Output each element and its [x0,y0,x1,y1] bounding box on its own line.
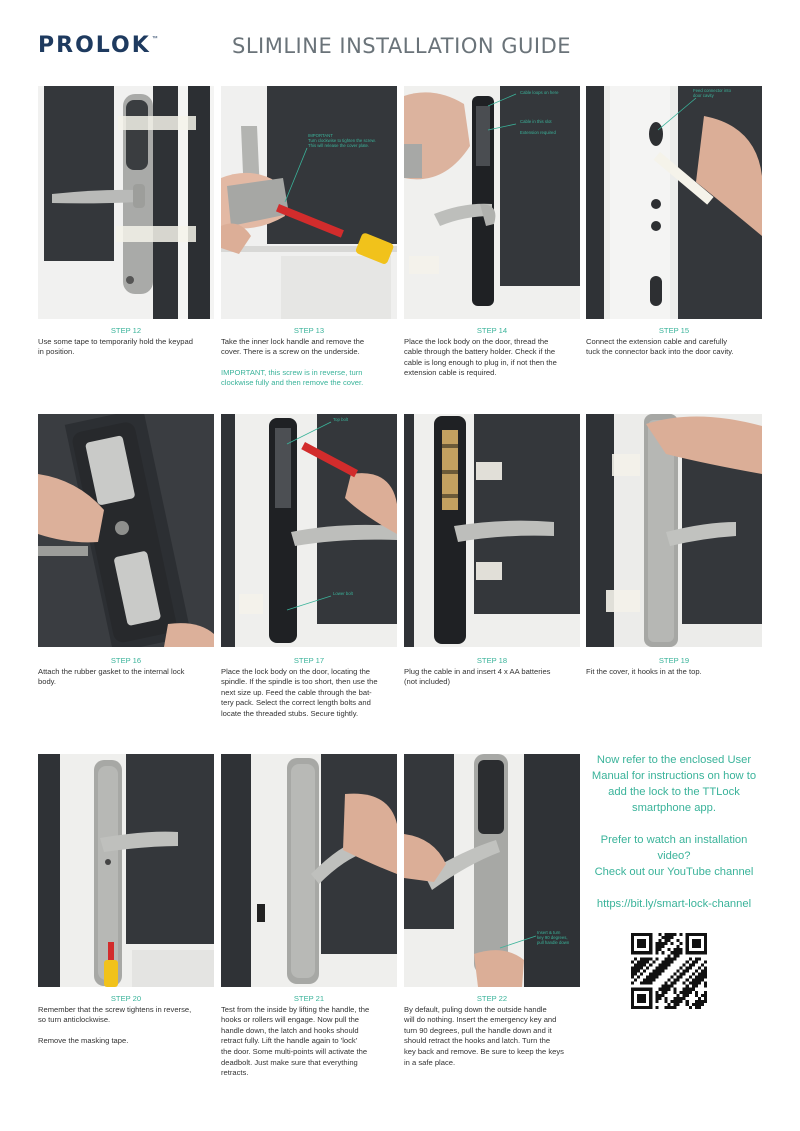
step-text-line: the door. Some multi-points will activate the [221,1046,368,1056]
qr-code[interactable] [631,933,707,1009]
user-manual-note [586,752,762,816]
step-label: STEP 19 [658,656,690,665]
side-text-line: Check out our YouTube channel [594,866,754,878]
step-label: STEP 17 [293,656,325,665]
step-text-line: Fit the cover, it hooks in at the top. [586,666,702,676]
step-text-line: By default, puling down the outside handle [404,1004,547,1014]
step-22-callout [537,930,587,945]
callout-line: IMPORTANT [308,133,333,138]
step-label: STEP 21 [293,994,325,1003]
side-text-line: Now refer to the enclosed User [596,754,752,766]
step-text-line: Use some tape to temporarily hold the keypad [38,336,193,346]
step-18-photo [404,414,580,647]
step-17-caption [221,656,397,720]
step-text-line: Place the lock body on the door, thread the [404,336,549,346]
step-text-line: Remember that the screw tightens in reverse, [38,1004,192,1014]
logo-wordmark: PROLOK [38,33,151,58]
step-14-callout-2: Cable in this slot [520,119,552,124]
step-label: STEP 12 [110,326,142,335]
step-22-caption [404,994,580,1068]
callout-line: door cavity [693,93,714,98]
step-label: STEP 18 [476,656,508,665]
callout-line: pull handle down [537,940,570,945]
important-note: IMPORTANT, this screw is in reverse, turn [221,367,363,377]
step-text-line: handle down, the latch and hooks should [221,1025,359,1035]
youtube-link[interactable]: https://bit.ly/smart-lock-channel [596,898,752,910]
page-title: SLIMLINE INSTALLATION GUIDE [232,34,572,58]
callout-line: This will release the cover plate. [308,143,370,148]
step-20-caption [38,994,214,1046]
side-text-line: Prefer to watch an installation [600,834,748,846]
step-16-caption [38,656,214,688]
step-text-line: cable through the battery holder. Check if the [404,347,556,357]
step-17-callout-lower: Lower bolt [333,591,353,596]
step-16-photo [38,414,214,647]
side-text-line: video? [657,850,691,862]
important-note: clockwise fully and then remove the cover. [221,378,364,388]
step-13-caption [221,326,397,389]
step-15-photo [586,86,762,319]
step-19-caption [586,656,762,677]
step-14-caption [404,326,580,379]
side-text-line: add the lock to the TTLock [608,786,740,798]
step-text-line: Connect the extension cable and carefully [586,336,727,346]
step-text-line: key back and remove. Be sure to keep the keys [404,1046,564,1056]
step-12-photo [38,86,214,319]
step-text-line: next size up. Feed the cable through the bat- [221,687,372,697]
step-text-line: turn 90 degrees, pull the handle down and it [404,1025,552,1035]
step-17-callout-top: Top bolt [333,417,349,422]
step-text-line: spindle. If the spindle is too short, then use the [221,677,378,687]
step-text-line: will do nothing. Insert the emergency key and [404,1015,557,1025]
step-text-line: Attach the rubber gasket to the internal lock [38,666,185,676]
step-text-line: cable is long enough to plug in, if not then the [404,357,557,367]
step-13-callout [308,133,388,148]
callout-line: Turn clockwise to tighten the screw. [308,138,376,143]
step-21-photo [221,754,397,987]
step-text-line: deadbolt. Just make sure that everything [221,1057,358,1067]
step-text-line: locate the threaded stubs. Secure tightly. [221,708,359,718]
step-text-line: Remove the masking tape. [38,1035,129,1045]
step-14-callout-3: Extension required [520,130,556,135]
step-19-photo [586,414,762,647]
step-18-caption [404,656,580,688]
logo-trademark: ™ [151,36,158,42]
step-14-callout-1: Cable loops on here [520,90,559,95]
step-label: STEP 15 [658,326,690,335]
step-text-line: should retract the hooks and latch. Turn the [404,1036,551,1046]
step-21-caption [221,994,397,1079]
callout-line: key 90 degrees, [537,935,568,940]
step-22-photo [404,754,580,987]
side-text-line: Manual for instructions on how to [591,770,757,782]
step-text-line: Take the inner lock handle and remove the [221,336,365,346]
step-text-line: (not included) [404,677,451,687]
step-17-photo [221,414,397,647]
step-text-line: cover. There is a screw on the underside. [221,347,360,357]
step-text-line: in a safe place. [404,1057,456,1067]
step-text-line: in position. [38,347,75,357]
step-label: STEP 14 [476,326,508,335]
step-label: STEP 22 [476,994,508,1003]
step-15-callout [693,88,753,98]
video-note [586,832,762,880]
step-12-caption [38,326,214,358]
step-13-photo [221,86,397,319]
step-text-line: hooks or rollers will engage. Now pull the [221,1015,360,1025]
step-text-line: tery pack. Select the correct length bolts and [221,698,371,708]
step-text-line: so turn anticlockwise. [38,1015,111,1025]
callout-line: Insert & turn [537,930,561,935]
prolok-logo [38,34,158,58]
step-label: STEP 20 [110,994,142,1003]
side-panel [586,752,762,928]
step-20-photo [38,754,214,987]
step-text-line: Plug the cable in and insert 4 x AA batteries [404,666,551,676]
step-text-line: tuck the connector back into the door cavity. [586,347,734,357]
step-text-line: retracts. [221,1068,249,1078]
step-label: STEP 13 [293,326,325,335]
step-text-line: Test from the inside by lifting the handle, the [221,1004,370,1014]
step-text-line: Place the lock body on the door, locating the [221,666,371,676]
step-text-line: body. [38,677,57,687]
step-label: STEP 16 [110,656,142,665]
side-text-line: smartphone app. [632,802,716,814]
step-text-line: extension cable is required. [404,368,497,378]
step-15-caption [586,326,762,358]
callout-line: Feed connector into [693,88,731,93]
step-text-line: retract fully. Lift the handle again to 'lock' [221,1036,358,1046]
